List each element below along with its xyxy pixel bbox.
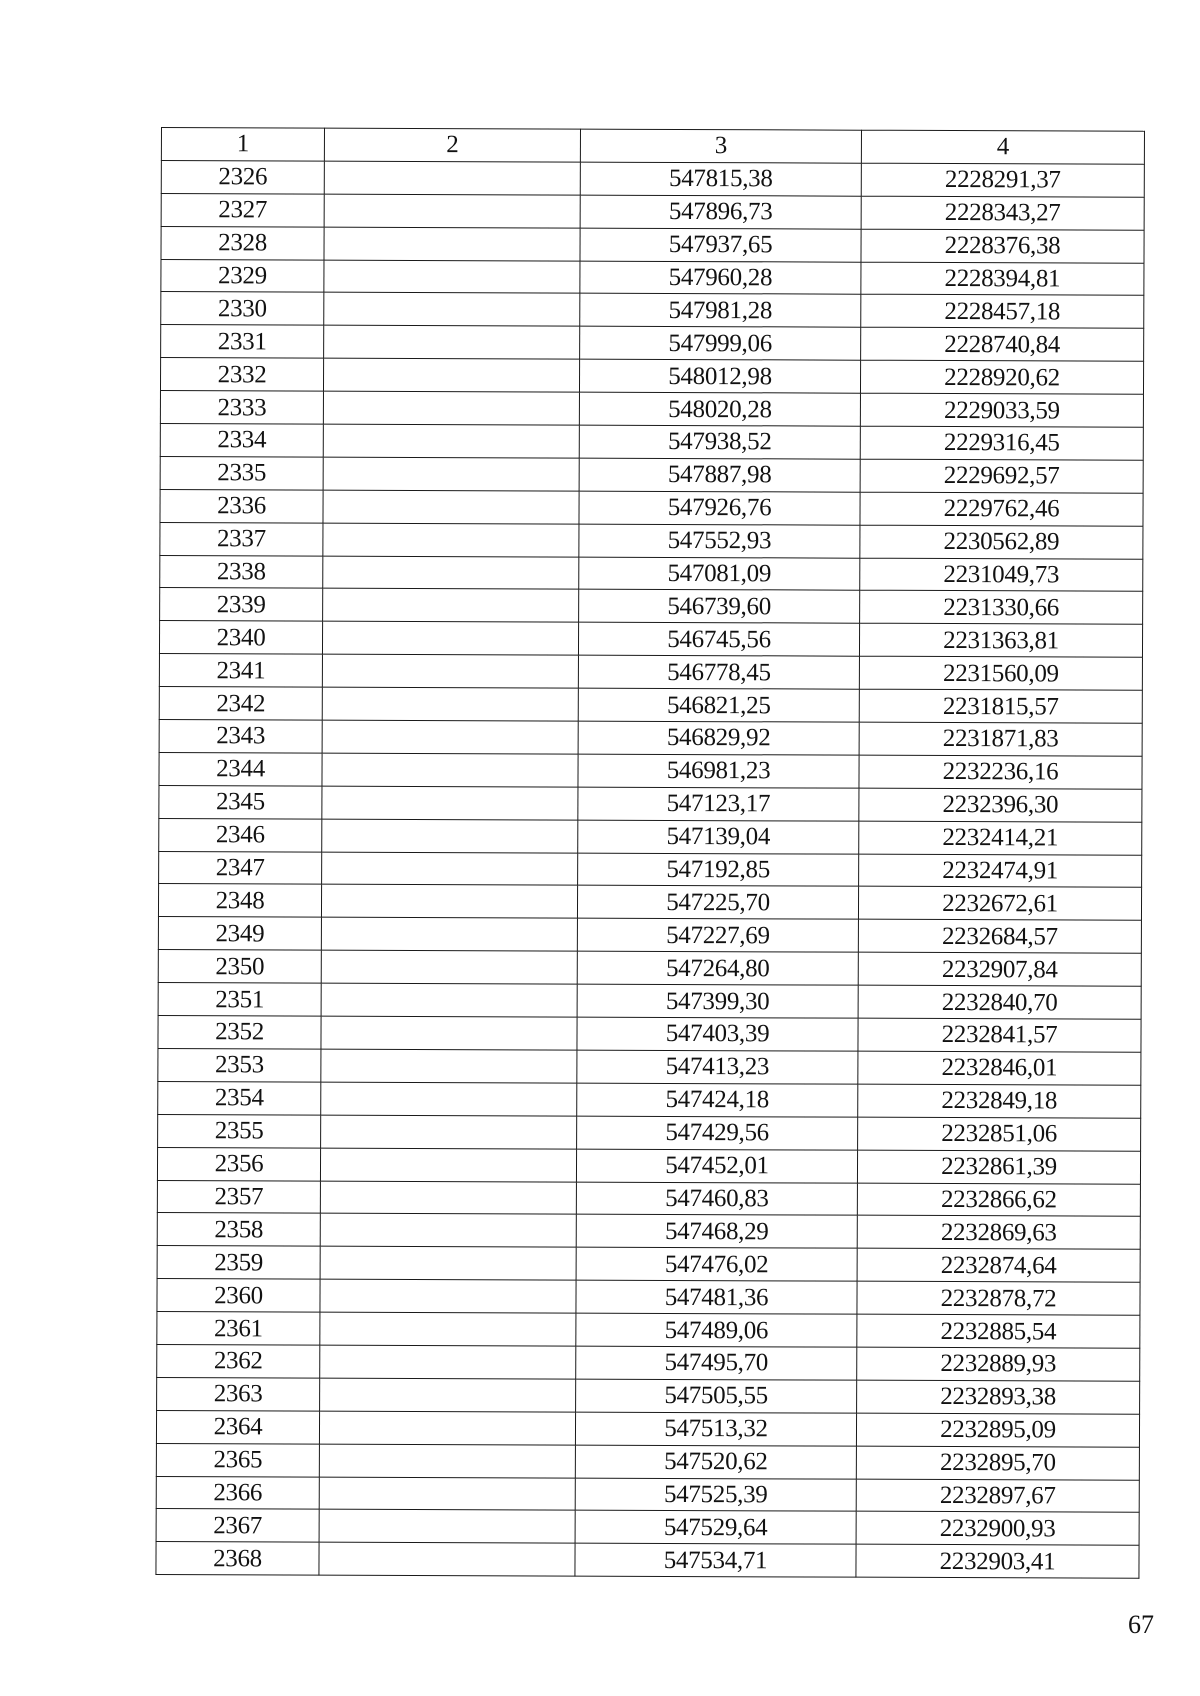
- y-coordinate-cell: 2232900,93: [856, 1512, 1139, 1546]
- column-header-2: 2: [324, 128, 580, 162]
- column-2-cell: [323, 358, 579, 392]
- x-coordinate-cell: 547520,62: [575, 1445, 856, 1479]
- table-row: [159, 752, 1142, 789]
- y-coordinate-cell: 2232878,72: [857, 1281, 1140, 1315]
- y-coordinate-cell: 2232396,30: [859, 788, 1142, 822]
- table-row: [158, 1081, 1141, 1118]
- point-number-cell: 2366: [156, 1476, 319, 1510]
- point-number-cell: 2356: [157, 1147, 320, 1181]
- y-coordinate-cell: 2231560,09: [859, 656, 1142, 690]
- x-coordinate-cell: 547999,06: [580, 326, 861, 360]
- column-2-cell: [319, 1444, 575, 1478]
- column-2-cell: [322, 819, 578, 853]
- point-number-cell: 2347: [159, 851, 322, 885]
- point-number-cell: 2354: [158, 1081, 321, 1115]
- y-coordinate-cell: 2232861,39: [857, 1150, 1140, 1184]
- y-coordinate-cell: 2232474,91: [859, 854, 1142, 888]
- x-coordinate-cell: 547481,36: [576, 1280, 857, 1314]
- column-2-cell: [321, 1115, 577, 1149]
- y-coordinate-cell: 2232897,67: [856, 1479, 1139, 1513]
- y-coordinate-cell: 2229033,59: [860, 393, 1143, 427]
- y-coordinate-cell: 2232840,70: [858, 985, 1141, 1019]
- table-row: [161, 160, 1144, 197]
- table-row: [159, 818, 1142, 855]
- table-row: [160, 522, 1143, 559]
- column-2-cell: [324, 161, 580, 195]
- table-row: [158, 1016, 1141, 1053]
- column-2-cell: [323, 490, 579, 524]
- x-coordinate-cell: 547887,98: [579, 458, 860, 492]
- table-row: [158, 1048, 1141, 1085]
- point-number-cell: 2333: [160, 391, 323, 425]
- x-coordinate-cell: 547981,28: [580, 294, 861, 328]
- column-2-cell: [320, 1378, 576, 1412]
- table-row: [159, 851, 1142, 888]
- point-number-cell: 2332: [160, 358, 323, 392]
- table-row: [156, 1476, 1139, 1513]
- x-coordinate-cell: 547123,17: [578, 787, 859, 821]
- y-coordinate-cell: 2231871,83: [859, 722, 1142, 756]
- column-2-cell: [322, 621, 578, 655]
- point-number-cell: 2363: [157, 1377, 320, 1411]
- column-2-cell: [320, 1312, 576, 1346]
- column-2-cell: [323, 424, 579, 458]
- column-2-cell: [321, 1016, 577, 1050]
- y-coordinate-cell: 2231363,81: [859, 624, 1142, 658]
- point-number-cell: 2349: [158, 917, 321, 951]
- table-row: [159, 621, 1142, 658]
- y-coordinate-cell: 2232841,57: [858, 1018, 1141, 1052]
- table-row: [159, 720, 1142, 757]
- x-coordinate-cell: 547896,73: [580, 195, 861, 229]
- point-number-cell: 2335: [160, 456, 323, 490]
- table-row: [160, 456, 1143, 493]
- column-2-cell: [322, 720, 578, 754]
- x-coordinate-cell: 547552,93: [579, 524, 860, 558]
- column-2-cell: [323, 589, 579, 623]
- column-2-cell: [320, 1246, 576, 1280]
- point-number-cell: 2362: [157, 1344, 320, 1378]
- page-number: 67: [1128, 1610, 1154, 1639]
- y-coordinate-cell: 2232874,64: [857, 1248, 1140, 1282]
- point-number-cell: 2344: [159, 752, 322, 786]
- y-coordinate-cell: 2232889,93: [857, 1347, 1140, 1381]
- table-row: [156, 1542, 1139, 1579]
- point-number-cell: 2346: [159, 818, 322, 852]
- x-coordinate-cell: 546821,25: [578, 688, 859, 722]
- y-coordinate-cell: 2232866,62: [857, 1183, 1140, 1217]
- x-coordinate-cell: 546981,23: [578, 754, 859, 788]
- x-coordinate-cell: 548020,28: [579, 392, 860, 426]
- y-coordinate-cell: 2232903,41: [856, 1544, 1139, 1578]
- point-number-cell: 2365: [156, 1443, 319, 1477]
- x-coordinate-cell: 547476,02: [576, 1247, 857, 1281]
- x-coordinate-cell: 546778,45: [578, 655, 859, 689]
- y-coordinate-cell: 2232684,57: [858, 920, 1141, 954]
- y-coordinate-cell: 2232885,54: [857, 1314, 1140, 1348]
- column-2-cell: [323, 523, 579, 557]
- point-number-cell: 2337: [160, 522, 323, 556]
- y-coordinate-cell: 2228394,81: [861, 262, 1144, 296]
- x-coordinate-cell: 547225,70: [577, 886, 858, 920]
- column-2-cell: [321, 983, 577, 1017]
- x-coordinate-cell: 547937,65: [580, 228, 861, 262]
- table-row: [157, 1213, 1140, 1250]
- column-2-cell: [322, 786, 578, 820]
- y-coordinate-cell: 2228376,38: [861, 229, 1144, 263]
- x-coordinate-cell: 547403,39: [577, 1017, 858, 1051]
- y-coordinate-cell: 2232851,06: [858, 1117, 1141, 1151]
- table-header-row: [161, 128, 1144, 165]
- coordinates-table: [155, 127, 1145, 1579]
- y-coordinate-cell: 2228920,62: [860, 360, 1143, 394]
- column-2-cell: [323, 556, 579, 590]
- y-coordinate-cell: 2232236,16: [859, 755, 1142, 789]
- table-row: [161, 259, 1144, 296]
- y-coordinate-cell: 2228291,37: [861, 163, 1144, 197]
- y-coordinate-cell: 2232846,01: [858, 1051, 1141, 1085]
- table-body: [156, 128, 1145, 1579]
- point-number-cell: 2327: [161, 193, 324, 227]
- point-number-cell: 2357: [157, 1180, 320, 1214]
- table-row: [158, 983, 1141, 1020]
- point-number-cell: 2352: [158, 1016, 321, 1050]
- x-coordinate-cell: 547489,06: [576, 1313, 857, 1347]
- y-coordinate-cell: 2232849,18: [858, 1084, 1141, 1118]
- column-2-cell: [321, 950, 577, 984]
- column-2-cell: [324, 293, 580, 327]
- table-row: [161, 325, 1144, 362]
- point-number-cell: 2343: [159, 720, 322, 754]
- column-2-cell: [324, 194, 580, 228]
- y-coordinate-cell: 2232414,21: [859, 821, 1142, 855]
- table-row: [156, 1509, 1139, 1546]
- table-row: [158, 950, 1141, 987]
- x-coordinate-cell: 547926,76: [579, 491, 860, 525]
- x-coordinate-cell: 547815,38: [580, 162, 861, 196]
- point-number-cell: 2339: [160, 588, 323, 622]
- table-row: [161, 292, 1144, 329]
- x-coordinate-cell: 547525,39: [575, 1478, 856, 1512]
- column-2-cell: [321, 917, 577, 951]
- column-2-cell: [319, 1411, 575, 1445]
- column-2-cell: [319, 1542, 575, 1576]
- x-coordinate-cell: 547960,28: [580, 261, 861, 295]
- point-number-cell: 2351: [158, 983, 321, 1017]
- y-coordinate-cell: 2231049,73: [860, 558, 1143, 592]
- x-coordinate-cell: 547399,30: [577, 984, 858, 1018]
- column-2-cell: [320, 1181, 576, 1215]
- point-number-cell: 2326: [161, 160, 324, 194]
- y-coordinate-cell: 2231815,57: [859, 689, 1142, 723]
- x-coordinate-cell: 547264,80: [577, 951, 858, 985]
- x-coordinate-cell: 547227,69: [577, 918, 858, 952]
- x-coordinate-cell: 547081,09: [579, 557, 860, 591]
- x-coordinate-cell: 547534,71: [575, 1543, 856, 1577]
- table-row: [160, 489, 1143, 526]
- column-2-cell: [324, 260, 580, 294]
- column-2-cell: [324, 227, 580, 261]
- point-number-cell: 2355: [158, 1114, 321, 1148]
- y-coordinate-cell: 2232895,09: [856, 1413, 1139, 1447]
- point-number-cell: 2341: [159, 654, 322, 688]
- table-row: [157, 1147, 1140, 1184]
- table-row: [160, 424, 1143, 461]
- x-coordinate-cell: 546829,92: [578, 721, 859, 755]
- column-2-cell: [320, 1279, 576, 1313]
- point-number-cell: 2361: [157, 1312, 320, 1346]
- x-coordinate-cell: 546745,56: [578, 622, 859, 656]
- y-coordinate-cell: 2230562,89: [860, 525, 1143, 559]
- x-coordinate-cell: 547495,70: [576, 1346, 857, 1380]
- column-2-cell: [320, 1345, 576, 1379]
- table-row: [158, 884, 1141, 921]
- column-header-point-number: 1: [161, 128, 324, 162]
- point-number-cell: 2330: [161, 292, 324, 326]
- x-coordinate-cell: 547413,23: [577, 1050, 858, 1084]
- y-coordinate-cell: 2229762,46: [860, 492, 1143, 526]
- column-2-cell: [324, 325, 580, 359]
- table-row: [156, 1443, 1139, 1480]
- y-coordinate-cell: 2232907,84: [858, 952, 1141, 986]
- point-number-cell: 2338: [160, 555, 323, 589]
- table-row: [160, 588, 1143, 625]
- x-coordinate-cell: 547452,01: [576, 1149, 857, 1183]
- point-number-cell: 2336: [160, 489, 323, 523]
- table-row: [160, 555, 1143, 592]
- y-coordinate-cell: 2231330,66: [860, 591, 1143, 625]
- point-number-cell: 2350: [158, 950, 321, 984]
- table-row: [157, 1246, 1140, 1283]
- point-number-cell: 2368: [156, 1542, 319, 1576]
- point-number-cell: 2329: [161, 259, 324, 293]
- column-2-cell: [321, 1049, 577, 1083]
- x-coordinate-cell: 547460,83: [576, 1182, 857, 1216]
- point-number-cell: 2364: [156, 1410, 319, 1444]
- y-coordinate-cell: 2232893,38: [857, 1380, 1140, 1414]
- point-number-cell: 2340: [159, 621, 322, 655]
- x-coordinate-cell: 546739,60: [579, 590, 860, 624]
- column-2-cell: [322, 687, 578, 721]
- column-2-cell: [321, 1082, 577, 1116]
- column-2-cell: [320, 1148, 576, 1182]
- column-header-y: 4: [861, 130, 1144, 164]
- table-row: [158, 917, 1141, 954]
- table-row: [157, 1180, 1140, 1217]
- table-row: [157, 1377, 1140, 1414]
- y-coordinate-cell: 2232672,61: [858, 887, 1141, 921]
- point-number-cell: 2358: [157, 1213, 320, 1247]
- point-number-cell: 2331: [161, 325, 324, 359]
- point-number-cell: 2359: [157, 1246, 320, 1280]
- column-2-cell: [323, 457, 579, 491]
- column-2-cell: [322, 654, 578, 688]
- table-row: [157, 1312, 1140, 1349]
- x-coordinate-cell: 547938,52: [579, 425, 860, 459]
- y-coordinate-cell: 2228343,27: [861, 196, 1144, 230]
- table-row: [158, 1114, 1141, 1151]
- point-number-cell: 2360: [157, 1279, 320, 1313]
- x-coordinate-cell: 547529,64: [575, 1511, 856, 1545]
- table-row: [157, 1344, 1140, 1381]
- y-coordinate-cell: 2229692,57: [860, 459, 1143, 493]
- column-header-x: 3: [580, 129, 861, 163]
- x-coordinate-cell: 547139,04: [578, 820, 859, 854]
- table-row: [157, 1279, 1140, 1316]
- point-number-cell: 2367: [156, 1509, 319, 1543]
- y-coordinate-cell: 2232869,63: [857, 1216, 1140, 1250]
- y-coordinate-cell: 2229316,45: [860, 426, 1143, 460]
- column-2-cell: [323, 391, 579, 425]
- table-row: [160, 391, 1143, 428]
- x-coordinate-cell: 547429,56: [577, 1116, 858, 1150]
- column-2-cell: [319, 1477, 575, 1511]
- x-coordinate-cell: 547513,32: [575, 1412, 856, 1446]
- point-number-cell: 2345: [159, 785, 322, 819]
- x-coordinate-cell: 547424,18: [577, 1083, 858, 1117]
- point-number-cell: 2348: [158, 884, 321, 918]
- x-coordinate-cell: 547505,55: [576, 1379, 857, 1413]
- table-row: [156, 1410, 1139, 1447]
- table-row: [159, 654, 1142, 691]
- point-number-cell: 2334: [160, 424, 323, 458]
- column-2-cell: [319, 1510, 575, 1544]
- column-2-cell: [322, 852, 578, 886]
- table-row: [161, 193, 1144, 230]
- y-coordinate-cell: 2228457,18: [861, 295, 1144, 329]
- column-2-cell: [322, 753, 578, 787]
- point-number-cell: 2342: [159, 687, 322, 721]
- x-coordinate-cell: 548012,98: [579, 359, 860, 393]
- y-coordinate-cell: 2232895,70: [856, 1446, 1139, 1480]
- table-row: [161, 226, 1144, 263]
- column-2-cell: [321, 885, 577, 919]
- table-row: [160, 358, 1143, 395]
- x-coordinate-cell: 547468,29: [576, 1214, 857, 1248]
- x-coordinate-cell: 547192,85: [578, 853, 859, 887]
- y-coordinate-cell: 2228740,84: [861, 328, 1144, 362]
- point-number-cell: 2328: [161, 226, 324, 260]
- column-2-cell: [320, 1214, 576, 1248]
- table-row: [159, 687, 1142, 724]
- table-row: [159, 785, 1142, 822]
- point-number-cell: 2353: [158, 1048, 321, 1082]
